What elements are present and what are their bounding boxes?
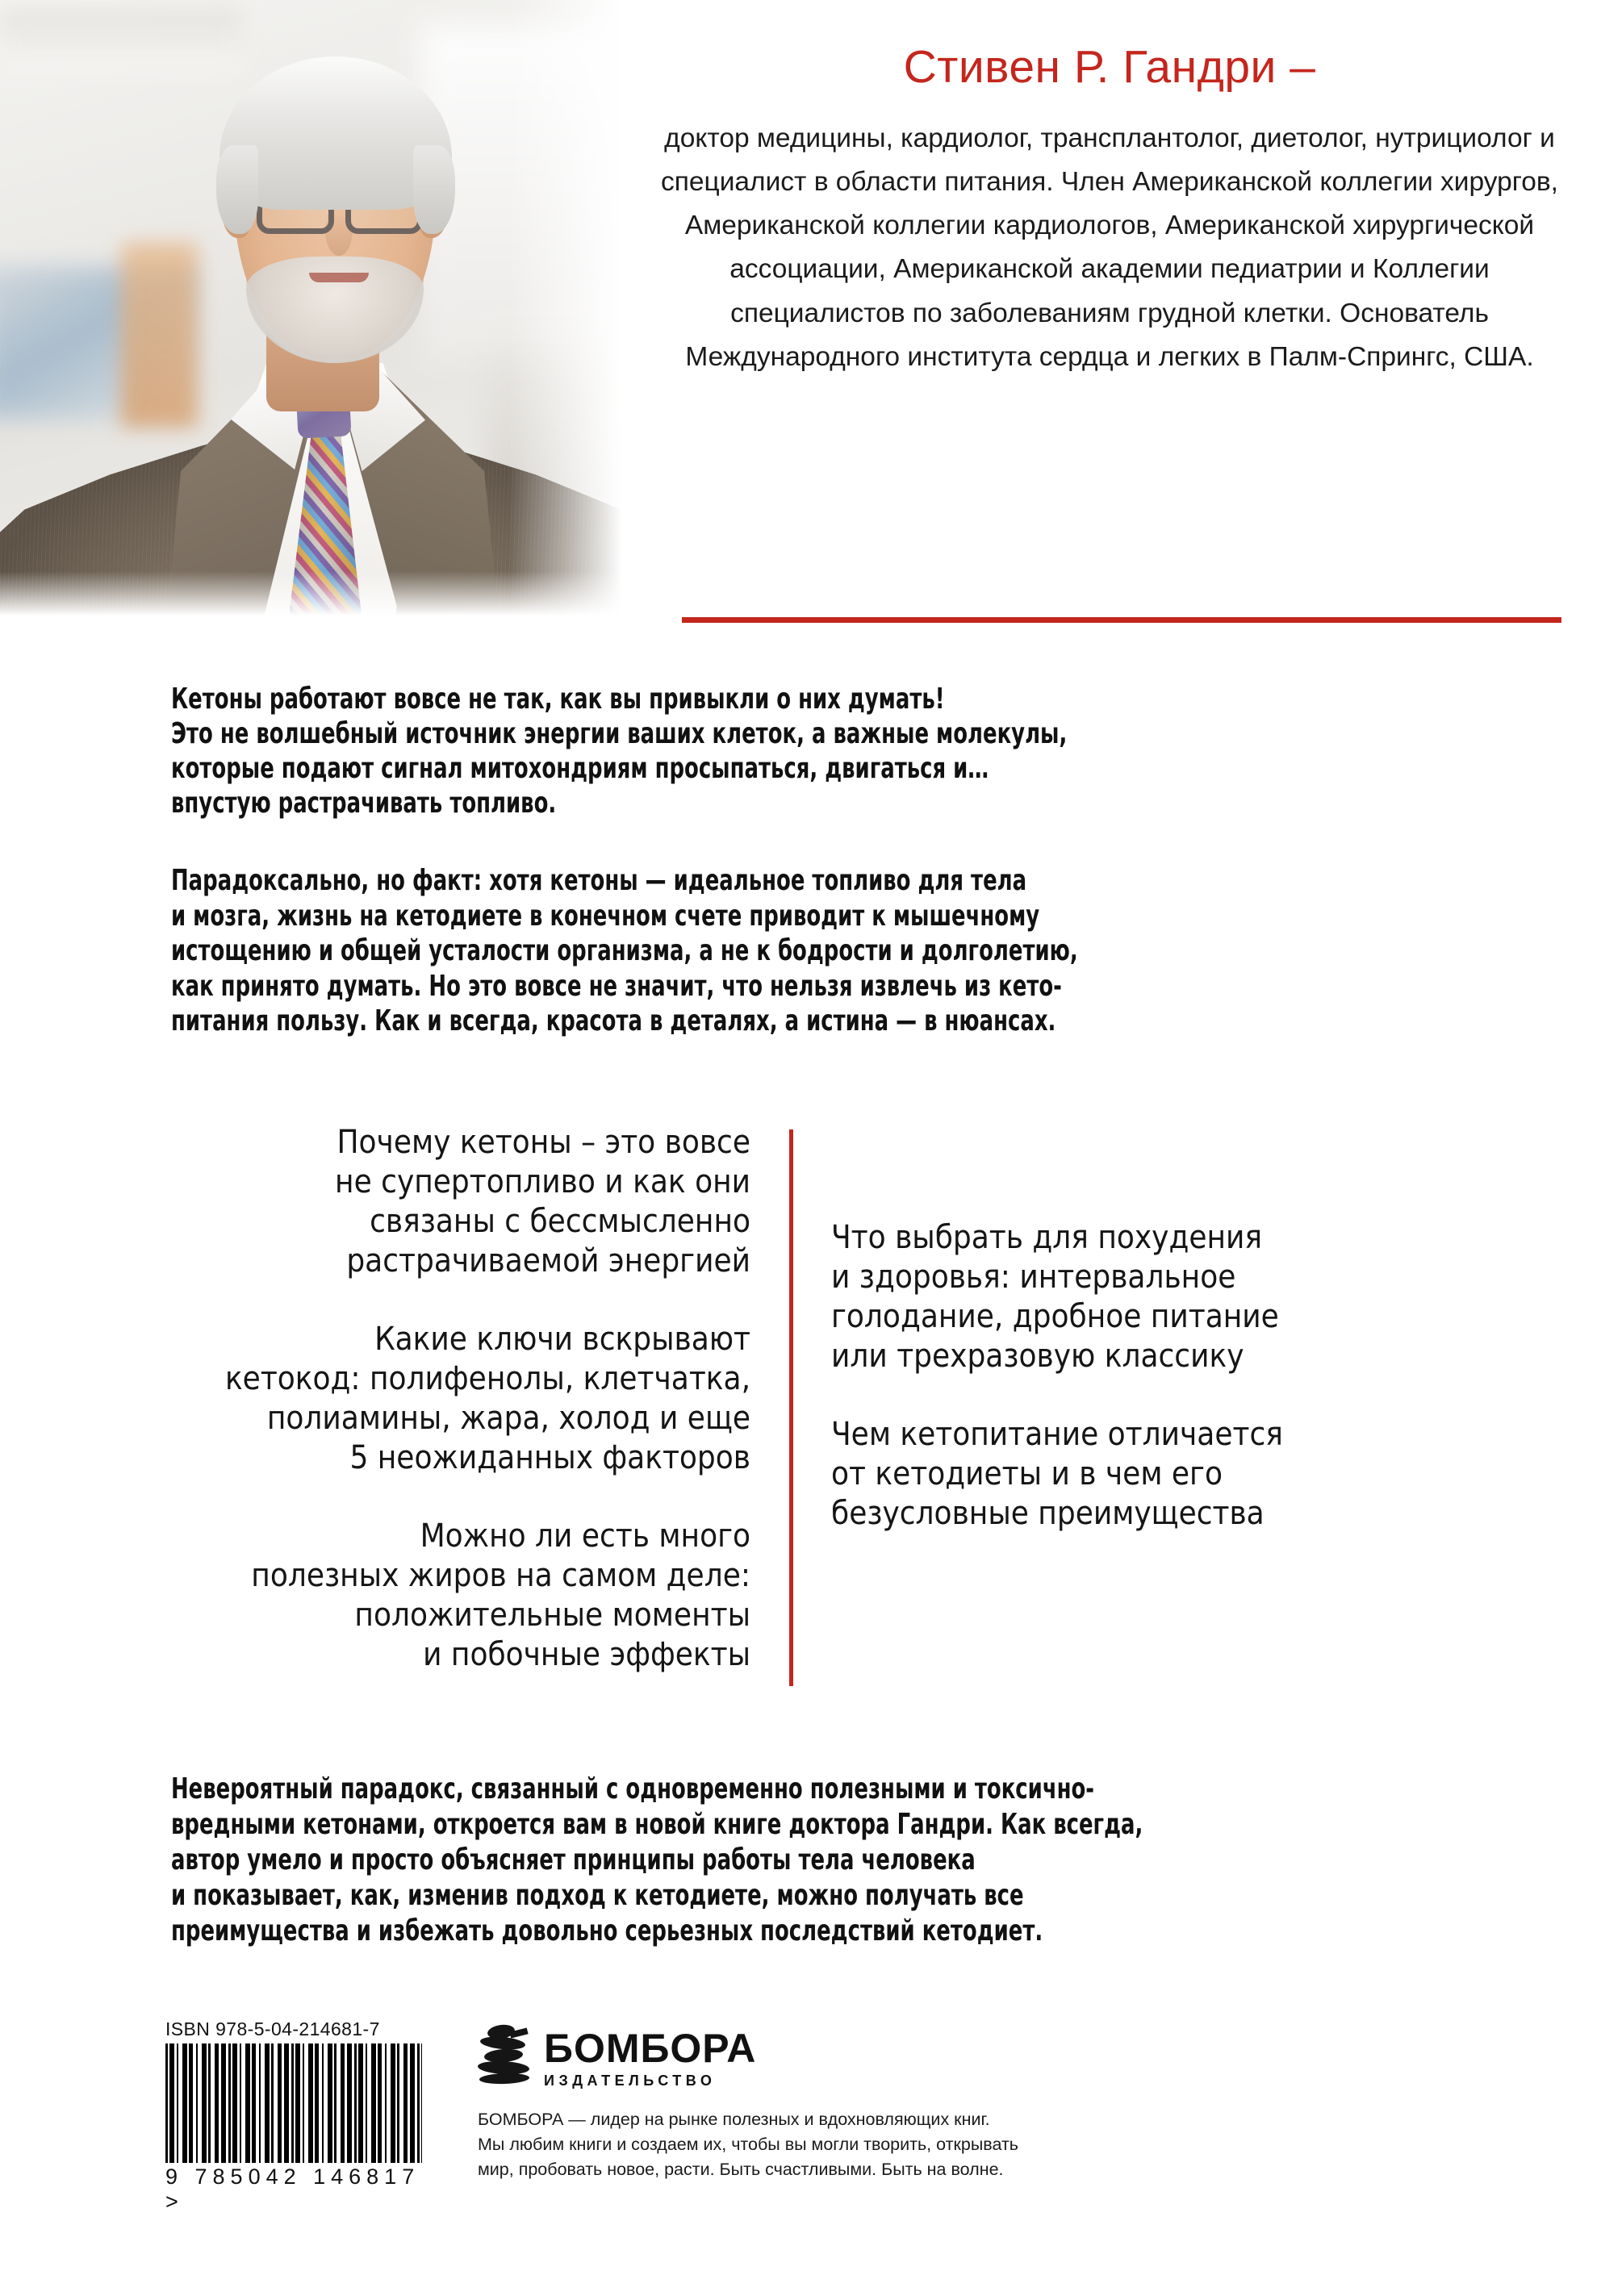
body-paragraph-line: Парадоксально, но факт: хотя кетоны — идеальное топливо для тела <box>171 864 1027 897</box>
publisher-blurb-line: Мы любим книги и создаем их, чтобы вы могли творить, открывать <box>478 2135 1018 2154</box>
background-blur-top <box>0 8 242 73</box>
highlight-item <box>89 1320 750 1478</box>
footer-section <box>0 2001 1601 2296</box>
highlights-right-column <box>831 1115 1509 1534</box>
barcode-digits: 9 785042 146817 > <box>165 2165 420 2214</box>
closing-paragraph-line: преимущества и избежать довольно серьезных последствий кетодиет. <box>171 1914 1043 1947</box>
lead-paragraph-line: Это не волшебный источник энергии ваших клеток, а важные молекулы, <box>171 717 1068 750</box>
highlight-line: полезных жиров на самом деле: <box>251 1557 750 1594</box>
author-portrait-photo <box>0 0 637 620</box>
body-paragraph-line: истощению и общей усталости организма, а не к бодрости и долголетию, <box>171 934 1078 967</box>
highlight-line: и побочные эффекты <box>423 1636 750 1673</box>
author-bio-block <box>654 42 1565 379</box>
highlight-line: и здоровья: интервальное <box>831 1259 1236 1296</box>
highlight-line: кетокод: полифенолы, клетчатка, <box>224 1360 750 1397</box>
highlight-line: Что выбрать для похудения <box>831 1219 1263 1256</box>
highlight-item <box>89 1123 750 1281</box>
highlight-line: Почему кетоны – это вовсе <box>337 1124 750 1161</box>
highlight-line: положительные моменты <box>354 1597 750 1634</box>
barcode-icon <box>165 2043 422 2163</box>
mouth-shape <box>309 273 369 282</box>
highlight-line: растрачиваемой энергией <box>346 1242 750 1279</box>
closing-paragraph <box>171 1772 1601 1949</box>
highlights-vertical-divider <box>789 1129 793 1686</box>
stacked-stones-logo-icon <box>478 2023 531 2089</box>
highlight-line: связаны с бессмысленно <box>370 1203 750 1240</box>
closing-paragraph-line: автор умело и просто объясняет принципы работы тела человека <box>171 1843 976 1876</box>
body-paragraph <box>171 863 1601 1039</box>
closing-paragraph-line: Невероятный парадокс, связанный с одновременно полезными и токсично- <box>171 1772 1095 1805</box>
closing-paragraph-line: вредными кетонами, откроется вам в новой книге доктора Гандри. Как всегда, <box>171 1808 1143 1841</box>
publisher-block <box>478 2023 1123 2182</box>
publisher-blurb-line: мир, пробовать новое, расти. Быть счастливыми. Быть на волне. <box>478 2160 1004 2179</box>
publisher-blurb-line: БОМБОРА — лидер на рынке полезных и вдохновляющих книг. <box>478 2110 990 2129</box>
publisher-logo-row <box>478 2023 1123 2089</box>
highlight-line: Какие ключи вскрывают <box>374 1321 750 1358</box>
publisher-subtitle: ИЗДАТЕЛЬСТВО <box>544 2073 717 2089</box>
highlight-item <box>831 1218 1509 1376</box>
highlight-line: Можно ли есть много <box>420 1517 750 1555</box>
closing-paragraph-line: и показывает, как, изменив подход к кетодиете, можно получать все <box>171 1879 1024 1912</box>
highlight-line: голодание, дробное питание <box>831 1298 1279 1335</box>
highlight-line: или трехразовую классику <box>831 1338 1244 1375</box>
highlight-line: безусловные преимущества <box>831 1495 1264 1532</box>
photo-fade-right <box>508 0 637 620</box>
hair-side-right <box>413 145 455 234</box>
lead-paragraph-line: впустую растрачивать топливо. <box>171 787 557 820</box>
highlight-line: 5 неожиданных факторов <box>349 1439 750 1476</box>
highlight-line: от кетодиеты и в чем его <box>831 1455 1223 1492</box>
lead-paragraph-line: Кетоны работают вовсе не так, как вы привыкли о них думать! <box>171 683 945 716</box>
top-section <box>0 0 1601 637</box>
background-blur-frame <box>121 242 198 428</box>
highlight-line: не супертопливо и как они <box>335 1163 750 1200</box>
lead-paragraph-line: которые подают сигнал митохондриям просыпаться, двигаться и… <box>171 752 989 785</box>
photo-fade-bottom <box>0 571 637 620</box>
body-paragraph-line: и мозга, жизнь на кетодиете в конечном счете приводит к мышечному <box>171 899 1040 933</box>
lead-paragraph <box>171 682 1601 820</box>
highlight-item <box>831 1415 1509 1534</box>
isbn-barcode-block <box>165 2018 440 2215</box>
highlights-section <box>0 1115 1601 1696</box>
hair-side-left <box>216 145 258 234</box>
highlight-line: полиамины, жара, холод и еще <box>266 1400 750 1437</box>
publisher-wordmark <box>544 2028 756 2089</box>
red-divider-rule <box>682 617 1561 623</box>
publisher-name: БОМБОРА <box>544 2026 757 2071</box>
highlights-left-column <box>89 1115 750 1675</box>
author-name: Стивен Р. Гандри – <box>903 41 1316 93</box>
isbn-text: ISBN 978-5-04-214681-7 <box>165 2018 380 2039</box>
highlight-line: Чем кетопитание отличается <box>831 1416 1283 1453</box>
highlight-item <box>89 1517 750 1675</box>
stone-shape <box>479 2073 529 2085</box>
body-paragraph-line: как принято думать. Но это вовсе не значит, что нельзя извлечь из кето- <box>171 969 1062 1003</box>
author-description: доктор медицины, кардиолог, трансплантолог, диетолог, нутрициолог и специалист в области питания. Член Американской коллегии хирургов, Американской коллегии кардиологов, Американской хирургической ассоциации, Американской академии педиатрии и Коллегии специалистов по заболеваниям грудной клетки. Основатель Международного института сердца и легких в Палм-Спрингс, США. <box>660 123 1558 373</box>
body-paragraph-line: питания пользу. Как и всегда, красота в деталях, а истина — в нюансах. <box>171 1004 1056 1037</box>
publisher-blurb <box>478 2107 1123 2182</box>
